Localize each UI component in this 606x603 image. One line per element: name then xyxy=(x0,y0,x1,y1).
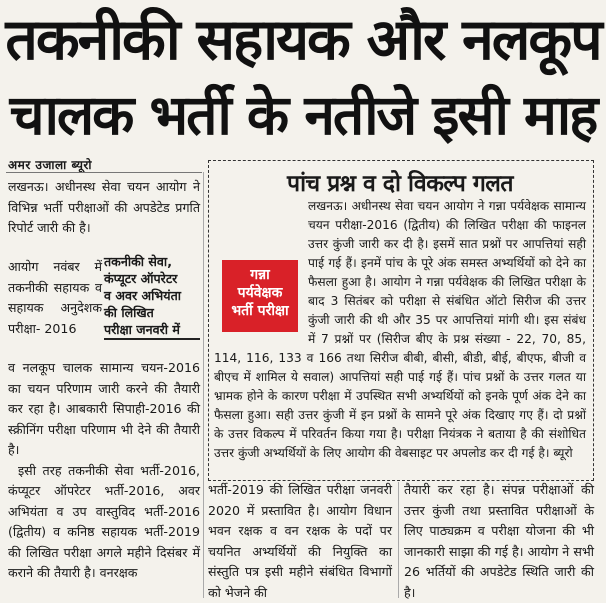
headline-line-2: चालक भर्ती के नतीजे इसी माह xyxy=(9,83,597,147)
subheading-line: परीक्षा जनवरी में xyxy=(104,321,200,340)
subheading-box xyxy=(104,253,200,340)
paragraph-text: इसी तरह तकनीकी सेवा भर्ती-2016, कंप्यूटर ऑपरेटर भर्ती-2016, अवर अभियंता व उप वास्तुविद भर्ती-2016 (द्वितीय) व कनिष्ठ सहायक भर्ती-2019 की लिखित परीक्षा अगले महीने दिसंबर में कराने की तैयारी है। वनरक्षक xyxy=(8,462,200,580)
article-paragraph-1b: आयोग नवंबर में तकनीकी सहायक व सहायक अनुदेशक परीक्षा- 2016 xyxy=(8,259,102,336)
column-divider-left xyxy=(203,172,204,598)
column-divider-bottom xyxy=(398,482,399,598)
category-label-line: भर्ती परीक्षा xyxy=(231,303,289,319)
category-label-line: गन्ना xyxy=(250,267,270,283)
category-label-line: पर्यवेक्षक xyxy=(237,285,283,301)
subheading-line: की लिखित xyxy=(104,305,154,320)
story-body: लखनऊ। अधीनस्थ सेवा चयन आयोग ने गन्ना पर्यवेक्षक सामान्य चयन परीक्षा-2016 (द्वितीय) की लिखित परीक्षा की फाइनल उत्तर कुंजी जारी कर दी है। इसमें सात प्रश्नों पर आपत्तियां सही पाई गई हैं। इनमें पांच के पूरे अंक समस्त अभ्यर्थियों को देने का फैसला हुआ है। आयोग ने गन्ना पर्यवेक्षक की लिखित परीक्षा के बाद 3 सितंबर को परीक्षा से संबंधित ऑटो सिरीज की उत्तर कुंजी जारी की थी और 35 पर आपत्तियां मांगी थी। इस संबंध में 7 प्रश्नों पर (सिरीज बीए के प्रश्न संख्या - 22, 70, 85, 114, 116, 133 व 166 तथा सिरीज बीबी, बीसी, बीडी, बीई, बीएफ, बीजी व बीएच में शामिल ये सवाल) आपत्तियां सही पाई गई हैं। पांच प्रश्नों के उत्तर गलत या भ्रामक होने के कारण परीक्षा में उपस्थित सभी अभ्यर्थियों को इनके पूर्ण अंक देने का फैसला हुआ। सही उत्तर कुंजी में इन प्रश्नों के सामने पूरे अंक दिखाए गए हैं। दो प्रश्नों के उत्तर विकल्प में परिवर्तन किया गया है। परीक्षा नियंत्रक ने बताया है की संशोधित उत्तर कुंजी अभ्यर्थियों के लिए आयोग की वेबसाइट पर अपलोड कर दी गई है। ब्यूरो xyxy=(214,199,586,460)
paragraph-text: व नलकूप चालक सामान्य चयन-2016 का चयन परिणाम जारी करने की तैयारी कर रहा है। आबकारी सिपाही-2016 की स्क्रीनिंग परीक्षा परिणाम भी देने की तैयारी है। xyxy=(8,360,200,457)
byline: अमर उजाला ब्यूरो xyxy=(8,158,92,172)
article-continuation-col2: भर्ती-2019 की लिखित परीक्षा जनवरी 2020 में प्रस्तावित है। आयोग विधान भवन रक्षक व वन रक्षक के पदों पर चयनित अभ्यर्थियों की नियुक्ति का संस्तुति पत्र इसी महीने संबंधित विभागों को भेजने की xyxy=(208,482,392,600)
subheading-line: तकनीकी सेवा, xyxy=(104,254,172,269)
article-paragraph-1: लखनऊ। अधीनस्थ सेवा चयन आयोग ने विभिन्न भर्ती परीक्षाओं की अपडेटेड प्रगति रिपोर्ट जारी की है। xyxy=(8,179,200,235)
subheading-line: व अवर अभियंता xyxy=(104,288,182,303)
category-label-box xyxy=(222,260,298,332)
headline-line-1: तकनीकी सहायक और नलकूप xyxy=(5,7,601,73)
subheading-line: कंप्यूटर ऑपरेटर xyxy=(104,271,178,286)
byline-rule xyxy=(6,172,202,173)
sidebar-story-title: पांच प्रश्न व दो विकल्प गलत xyxy=(287,171,513,197)
article-continuation-col3: तैयारी कर रहा है। संपन्न परीक्षाओं की उत्तर कुंजी तथा प्रस्तावित परीक्षाओं के लिए पाठ्यक्रम व परीक्षा योजना की भी जानकारी साझा की गई है। आयोग ने सभी 26 भर्तियों की अपडेटेड स्थिति जारी की है। xyxy=(404,482,594,600)
article-paragraph-2 xyxy=(8,358,200,584)
